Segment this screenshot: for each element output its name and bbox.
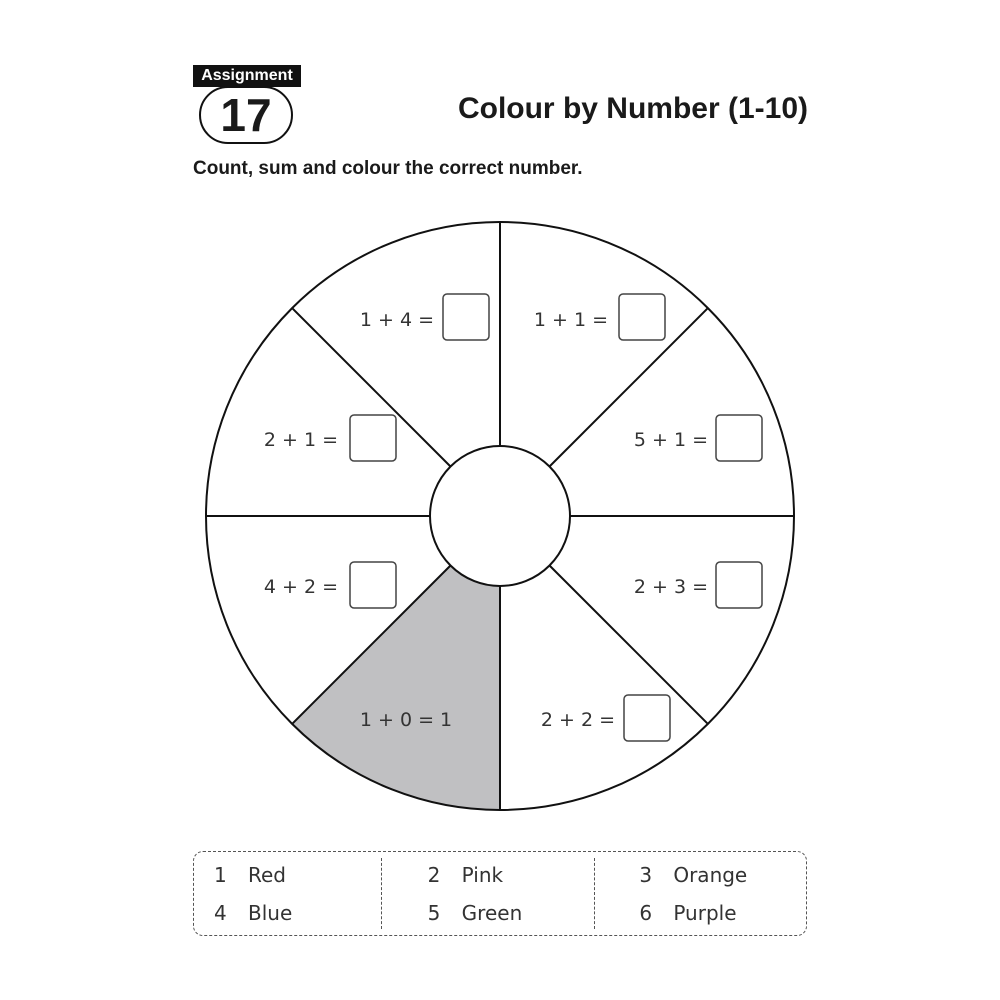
answer-box-upper-left[interactable] bbox=[350, 415, 396, 461]
equation-lower-right: 2 + 3 = bbox=[633, 576, 708, 598]
legend-item bbox=[214, 901, 381, 925]
answer-box-top-right[interactable] bbox=[619, 294, 665, 340]
legend-colour-name: Blue bbox=[248, 900, 293, 925]
legend-number: 6 bbox=[639, 900, 653, 925]
answer-box-lower-right[interactable] bbox=[716, 562, 762, 608]
legend-item bbox=[428, 863, 595, 887]
legend-item bbox=[428, 901, 595, 925]
answer-box-lower-left[interactable] bbox=[350, 562, 396, 608]
assignment-number: 17 bbox=[199, 86, 293, 144]
wheel-center-circle bbox=[430, 446, 570, 586]
equation-bottom-right: 2 + 2 = bbox=[540, 709, 615, 731]
answer-box-top-left[interactable] bbox=[443, 294, 489, 340]
legend-colour-name: Pink bbox=[461, 862, 504, 887]
colour-legend bbox=[193, 851, 807, 936]
legend-column bbox=[381, 858, 595, 929]
legend-column bbox=[194, 852, 381, 935]
legend-item bbox=[639, 863, 806, 887]
legend-colour-name: Orange bbox=[673, 862, 748, 887]
legend-colour-name: Purple bbox=[673, 900, 737, 925]
legend-number: 1 bbox=[214, 862, 227, 887]
legend-colour-name: Red bbox=[248, 862, 286, 887]
legend-item bbox=[214, 863, 381, 887]
equation-upper-left: 2 + 1 = bbox=[263, 429, 338, 451]
equation-top-left: 1 + 4 = bbox=[359, 309, 434, 331]
legend-colour-name: Green bbox=[461, 900, 523, 925]
page-title: Colour by Number (1-10) bbox=[457, 92, 808, 125]
legend-number: 4 bbox=[214, 900, 227, 925]
equation-bottom-left: 1 + 0 = 1 bbox=[359, 709, 453, 731]
instruction-text: Count, sum and colour the correct number. bbox=[193, 158, 583, 179]
legend-number: 5 bbox=[427, 900, 441, 925]
legend-number: 3 bbox=[639, 862, 653, 887]
equation-lower-left: 4 + 2 = bbox=[263, 576, 338, 598]
legend-item bbox=[639, 901, 806, 925]
equation-upper-right: 5 + 1 = bbox=[633, 429, 708, 451]
answer-box-bottom-right[interactable] bbox=[624, 695, 670, 741]
assignment-label: Assignment bbox=[193, 65, 301, 87]
legend-column bbox=[594, 858, 806, 929]
answer-box-upper-right[interactable] bbox=[716, 415, 762, 461]
legend-number: 2 bbox=[427, 862, 441, 887]
equation-top-right: 1 + 1 = bbox=[533, 309, 608, 331]
